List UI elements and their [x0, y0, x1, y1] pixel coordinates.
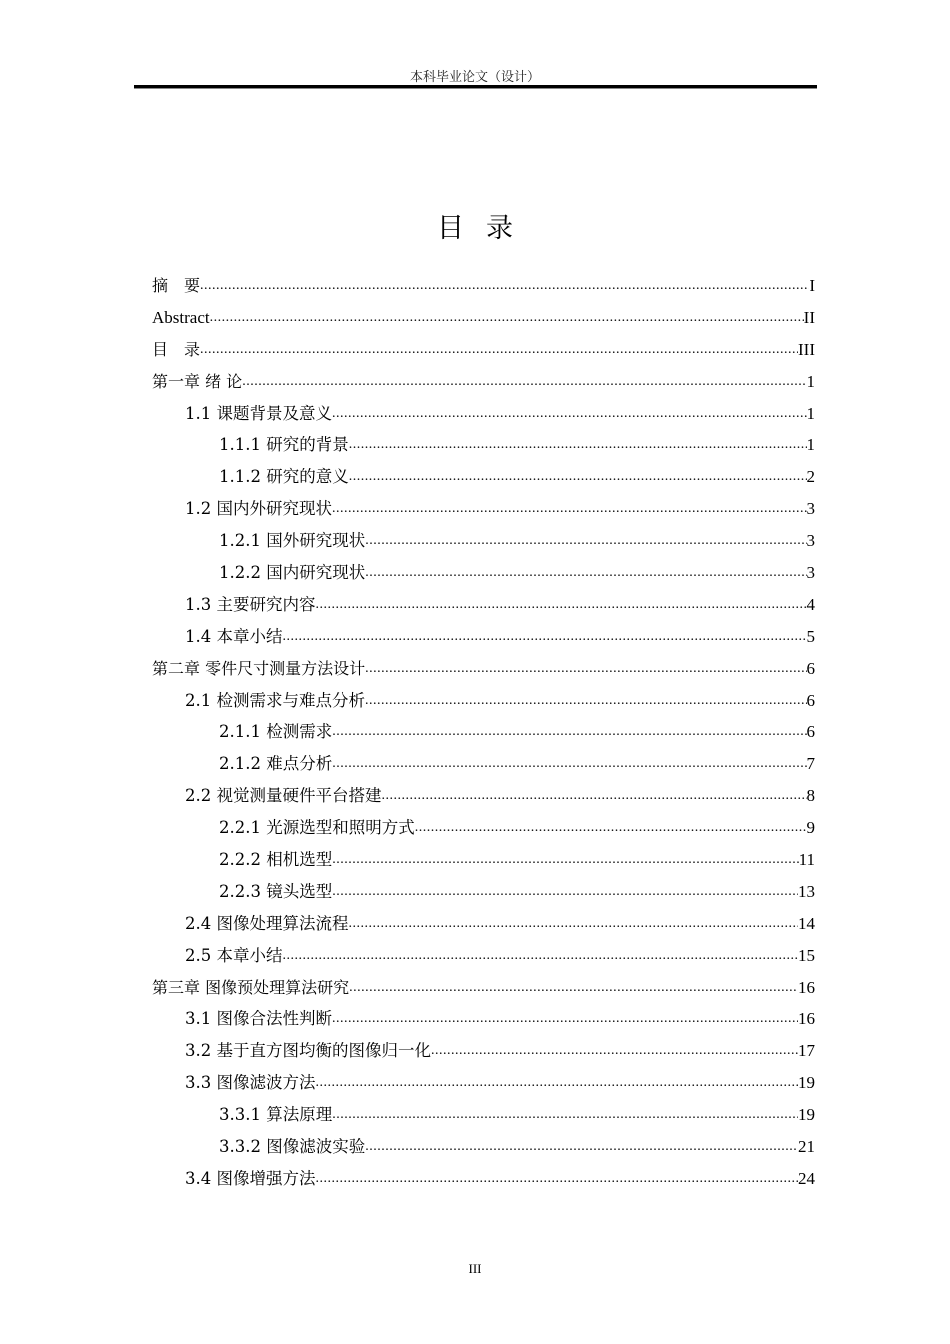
- dot-leader: [332, 1103, 798, 1127]
- dot-leader: [316, 593, 807, 617]
- toc-entry[interactable]: [152, 274, 815, 306]
- dot-leader: [332, 720, 806, 744]
- toc-entry-page: 9: [806, 818, 815, 838]
- toc-entry[interactable]: [152, 1007, 815, 1039]
- toc-entry-label: Abstract: [152, 307, 210, 327]
- toc-entry[interactable]: [152, 944, 815, 976]
- dot-leader: [283, 625, 807, 649]
- toc-entry-page: 24: [798, 1168, 815, 1188]
- toc-entry-label: 第一章 绪 论: [152, 371, 243, 391]
- toc-entry-label: 1.1.1 研究的背景: [219, 435, 349, 455]
- dot-leader: [316, 1167, 799, 1191]
- toc-entry-page: 14: [798, 913, 815, 933]
- toc-entry-page: 8: [806, 786, 815, 806]
- toc-entry-label: 第二章 零件尺寸测量方法设计: [152, 658, 366, 678]
- dot-leader: [349, 912, 799, 936]
- toc-entry[interactable]: [152, 1135, 815, 1167]
- dot-leader: [200, 338, 798, 362]
- toc-entry-label: 2.2.1 光源选型和照明方式: [219, 818, 415, 838]
- toc-entry[interactable]: [152, 720, 815, 752]
- toc-entry-page: 16: [798, 977, 815, 997]
- toc-entry-page: 4: [806, 594, 815, 614]
- toc-entry[interactable]: [152, 338, 815, 370]
- toc-entry-label: 3.2 基于直方图均衡的图像归一化: [185, 1041, 431, 1061]
- dot-leader: [200, 274, 809, 298]
- toc-entry[interactable]: [152, 465, 815, 497]
- toc-entry-page: 19: [798, 1105, 815, 1125]
- toc-entry-page: 1: [806, 435, 815, 455]
- dot-leader: [210, 306, 804, 330]
- toc-entry-label: 2.4 图像处理算法流程: [185, 913, 349, 933]
- toc-entry[interactable]: [152, 848, 815, 880]
- toc-entry-label: 3.3.1 算法原理: [219, 1105, 333, 1125]
- dot-leader: [332, 497, 807, 521]
- page-title: 目录: [437, 213, 535, 244]
- toc-entry-page: 17: [798, 1041, 815, 1061]
- toc-entry-label: 2.2 视觉测量硬件平台搭建: [185, 786, 382, 806]
- toc-entry-label: 3.3.2 图像滤波实验: [219, 1137, 366, 1157]
- dot-leader: [365, 657, 806, 681]
- toc-entry-page: 3: [806, 531, 815, 551]
- toc-entry-page: 6: [806, 690, 815, 710]
- dot-leader: [382, 784, 807, 808]
- dot-leader: [415, 816, 807, 840]
- toc-entry-label: 3.1 图像合法性判断: [185, 1009, 332, 1029]
- dot-leader: [242, 370, 806, 394]
- toc-entry-page: 21: [798, 1137, 815, 1157]
- toc-entry-page: 7: [806, 754, 815, 774]
- toc-entry-label: 1.2.2 国内研究现状: [219, 563, 366, 583]
- toc-entry-page: 15: [798, 945, 815, 965]
- dot-leader: [365, 689, 807, 713]
- dot-leader: [332, 752, 806, 776]
- toc-entry[interactable]: [152, 912, 815, 944]
- toc-entry[interactable]: [152, 306, 815, 338]
- toc-entry-page: 3: [806, 563, 815, 583]
- toc-entry-label: 1.1.2 研究的意义: [219, 467, 349, 487]
- toc-entry-label: 1.3 主要研究内容: [185, 594, 316, 614]
- toc-entry-label: 摘 要: [152, 276, 201, 295]
- toc-entry-label: 2.1.2 难点分析: [219, 754, 333, 774]
- toc-entry[interactable]: [152, 689, 815, 721]
- dot-leader: [349, 433, 807, 457]
- dot-leader: [283, 944, 799, 968]
- toc-entry-page: 6: [806, 658, 815, 678]
- toc-entry[interactable]: [152, 880, 815, 912]
- toc-entry[interactable]: [152, 784, 815, 816]
- toc-entry-label: 目 录: [152, 339, 201, 359]
- toc-entry[interactable]: [152, 1071, 815, 1103]
- toc-entry-page: III: [798, 339, 815, 359]
- toc-entry-label: 2.5 本章小结: [185, 945, 283, 965]
- toc-entry-label: 2.1 检测需求与难点分析: [185, 690, 365, 710]
- toc-entry-page: 3: [806, 499, 815, 519]
- toc-entry[interactable]: [152, 657, 815, 689]
- toc-entry[interactable]: [152, 976, 815, 1008]
- toc-entry-page: 1: [806, 371, 815, 391]
- toc-entry[interactable]: [152, 433, 815, 465]
- toc-entry[interactable]: [152, 497, 815, 529]
- toc-entry[interactable]: [152, 1103, 815, 1135]
- table-of-contents: [152, 274, 815, 1199]
- dot-leader: [332, 848, 798, 872]
- header-rule: [134, 85, 817, 89]
- toc-entry[interactable]: [152, 370, 815, 402]
- toc-entry-label: 1.4 本章小结: [185, 626, 283, 646]
- dot-leader: [365, 561, 806, 585]
- toc-entry[interactable]: [152, 625, 815, 657]
- dot-leader: [332, 1007, 798, 1031]
- toc-entry-page: I: [809, 276, 815, 295]
- toc-entry-page: 2: [806, 467, 815, 487]
- toc-entry[interactable]: [152, 1039, 815, 1071]
- toc-entry-label: 2.1.1 检测需求: [219, 722, 333, 742]
- running-header: 本科毕业论文（设计）: [409, 70, 540, 85]
- toc-entry-page: 6: [806, 722, 815, 742]
- dot-leader: [365, 1135, 798, 1159]
- toc-entry-label: 1.2.1 国外研究现状: [219, 531, 366, 551]
- page-number: III: [468, 1261, 482, 1276]
- toc-entry[interactable]: [152, 529, 815, 561]
- dot-leader: [365, 529, 806, 553]
- toc-entry-page: 19: [798, 1073, 815, 1093]
- dot-leader: [316, 1071, 799, 1095]
- toc-entry-label: 1.1 课题背景及意义: [185, 403, 332, 423]
- toc-entry-label: 2.2.3 镜头选型: [219, 881, 333, 901]
- toc-entry-page: 11: [798, 850, 815, 870]
- dot-leader: [431, 1039, 798, 1063]
- toc-entry-page: 16: [798, 1009, 815, 1029]
- toc-entry[interactable]: [152, 752, 815, 784]
- toc-entry[interactable]: [152, 402, 815, 434]
- toc-entry-page: 1: [806, 403, 815, 423]
- toc-entry[interactable]: [152, 561, 815, 593]
- toc-entry[interactable]: [152, 1167, 815, 1199]
- dot-leader: [332, 880, 798, 904]
- toc-entry[interactable]: [152, 593, 815, 625]
- toc-entry-label: 3.3 图像滤波方法: [185, 1073, 316, 1093]
- toc-entry-page: 13: [798, 881, 815, 901]
- dot-leader: [332, 402, 807, 426]
- dot-leader: [349, 976, 798, 1000]
- toc-entry-label: 3.4 图像增强方法: [185, 1168, 316, 1188]
- toc-entry-page: II: [803, 307, 815, 327]
- toc-entry-label: 1.2 国内外研究现状: [185, 499, 332, 519]
- toc-entry-label: 第三章 图像预处理算法研究: [152, 977, 350, 997]
- toc-entry[interactable]: [152, 816, 815, 848]
- toc-entry-page: 5: [806, 626, 815, 646]
- toc-entry-label: 2.2.2 相机选型: [219, 850, 333, 870]
- dot-leader: [349, 465, 807, 489]
